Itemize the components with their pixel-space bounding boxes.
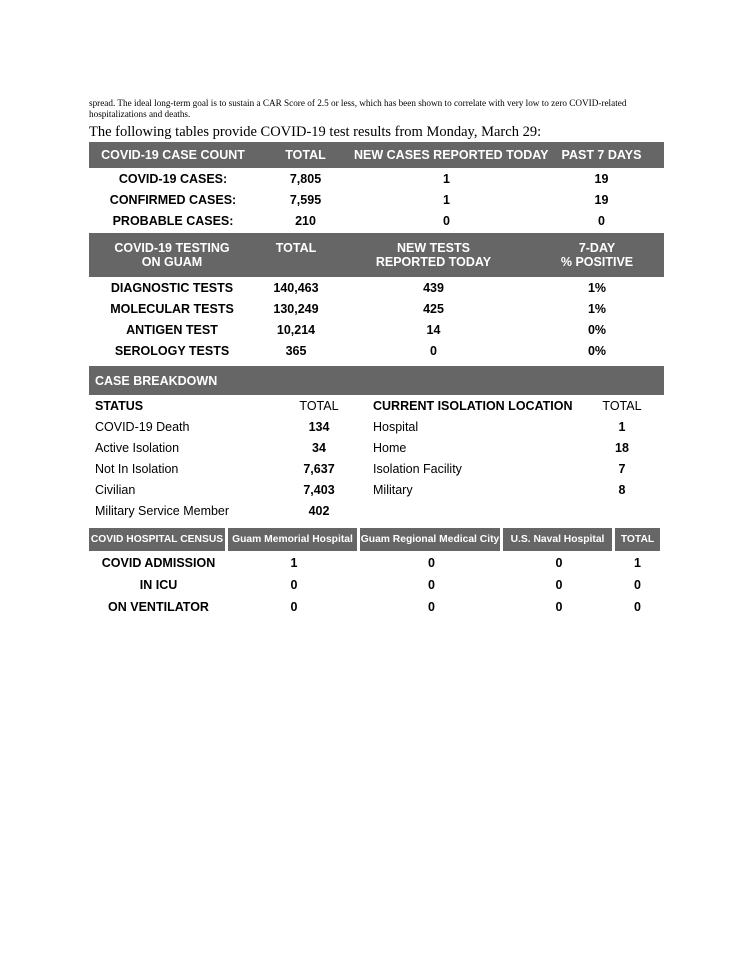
status-value: 34 [312, 441, 326, 455]
row-label: DIAGNOSTIC TESTS [110, 280, 234, 295]
table-cell: 0 [428, 555, 435, 570]
status-label: Civilian [95, 483, 136, 497]
header-line: REPORTED TODAY [375, 255, 492, 269]
table-cell: 14 [426, 322, 441, 337]
table-row [89, 277, 664, 298]
status-value: 7,637 [303, 462, 335, 476]
location-total-header: TOTAL [602, 399, 642, 413]
row-label: MOLECULAR TESTS [110, 301, 234, 316]
location-label: Hospital [373, 420, 419, 434]
table-cell: 425 [423, 301, 444, 316]
table-cell: 0 [290, 577, 298, 592]
table-cell: 19 [594, 171, 609, 186]
table-cell: 0 [555, 555, 563, 570]
location-value: 8 [618, 483, 626, 497]
table-cell: 1 [290, 555, 298, 570]
table-cell: 1% [587, 301, 607, 316]
header-line: 7-DAY [578, 241, 616, 255]
status-total-header: TOTAL [299, 399, 339, 413]
row-label: COVID ADMISSION [101, 555, 216, 570]
header-line: COVID-19 TESTING [114, 241, 230, 255]
location-value: 7 [618, 462, 626, 476]
table-cell: 0 [555, 599, 563, 614]
table-cell: 0 [443, 213, 450, 228]
status-value: 402 [308, 504, 330, 518]
table-cell: 0 [555, 577, 563, 592]
table-cell: 7,805 [289, 171, 322, 186]
table-cell: 1 [443, 171, 450, 186]
table-row [89, 340, 664, 361]
status-label: COVID-19 Death [95, 420, 190, 434]
table-row [89, 504, 664, 525]
table-cell: 365 [285, 343, 307, 358]
table-row [89, 596, 664, 617]
header-line: ON GUAM [141, 255, 203, 269]
location-value: 1 [618, 420, 626, 434]
row-label: ANTIGEN TEST [126, 322, 218, 337]
table-cell: 0% [587, 322, 607, 337]
testing-header [89, 233, 664, 277]
status-label: Military Service Member [95, 504, 230, 518]
row-label: COVID-19 CASES: [118, 171, 228, 186]
table-row [89, 462, 664, 483]
census-header [89, 528, 664, 551]
header-cell: TOTAL [615, 528, 660, 551]
header-cell [337, 241, 530, 269]
location-label: Military [373, 483, 413, 497]
header-cell: PAST 7 DAYS [561, 148, 642, 162]
table-row [89, 441, 664, 462]
case-breakdown-table [89, 366, 664, 520]
header-cell: U.S. Naval Hospital [503, 528, 615, 551]
table-cell: 0 [634, 599, 641, 614]
table-cell: 1 [634, 555, 641, 570]
row-label: IN ICU [139, 577, 178, 592]
table-cell: 7,595 [289, 192, 322, 207]
status-value: 7,403 [303, 483, 335, 497]
table-cell: 130,249 [273, 301, 319, 316]
tables-lead-sentence: The following tables provide COVID-19 test results from Monday, March 29: [89, 124, 542, 140]
header-cell: NEW CASES REPORTED TODAY [354, 148, 549, 162]
header-cell: COVID HOSPITAL CENSUS [89, 528, 228, 551]
table-cell: 1 [443, 192, 450, 207]
table-cell: 0 [634, 577, 641, 592]
table-row [89, 319, 664, 340]
case-count-table [89, 142, 664, 231]
header-cell: TOTAL [285, 148, 326, 162]
breakdown-header-row [89, 399, 664, 420]
table-row [89, 168, 664, 189]
table-cell: 1% [587, 280, 607, 295]
row-label: CONFIRMED CASES: [109, 192, 237, 207]
table-row [89, 420, 664, 441]
table-row [89, 210, 664, 231]
location-label: Home [373, 441, 407, 455]
table-cell: 0 [290, 599, 298, 614]
case-breakdown-grid [89, 395, 664, 520]
status-label: Active Isolation [95, 441, 180, 455]
location-value: 18 [615, 441, 629, 455]
header-cell: Guam Regional Medical City [360, 528, 503, 551]
table-cell: 0 [598, 213, 605, 228]
table-cell: 0 [428, 599, 435, 614]
table-cell: 0 [430, 343, 437, 358]
header-cell [530, 241, 664, 269]
table-row [89, 483, 664, 504]
table-cell: 19 [594, 192, 609, 207]
table-row [89, 298, 664, 319]
location-column-header: CURRENT ISOLATION LOCATION [373, 399, 573, 413]
table-cell: 0 [428, 577, 435, 592]
row-label: PROBABLE CASES: [112, 213, 234, 228]
case-breakdown-title: CASE BREAKDOWN [89, 366, 664, 395]
header-line: NEW TESTS [397, 241, 470, 255]
table-cell: 210 [295, 213, 316, 228]
header-cell: Guam Memorial Hospital [228, 528, 360, 551]
table-cell: 439 [423, 280, 444, 295]
table-row [89, 552, 664, 573]
testing-table [89, 233, 664, 361]
status-value: 134 [308, 420, 330, 434]
table-cell: 10,214 [276, 322, 316, 337]
location-label: Isolation Facility [373, 462, 462, 476]
intro-paragraph: spread. The ideal long-term goal is to sustain a CAR Score of 2.5 or less, which has been shown to correlate with very low to zero COVID-related hospitalizations and deaths. [89, 98, 627, 120]
case-count-header [89, 142, 664, 168]
table-cell: 140,463 [273, 280, 319, 295]
table-row [89, 189, 664, 210]
header-cell [255, 233, 337, 255]
header-cell [89, 241, 255, 269]
header-cell: COVID-19 CASE COUNT [101, 148, 245, 162]
row-label: ON VENTILATOR [108, 599, 209, 614]
header-line: % POSITIVE [560, 255, 634, 269]
hospital-census-table [89, 528, 664, 617]
status-column-header: STATUS [95, 399, 144, 413]
header-line: TOTAL [275, 241, 317, 255]
table-row [89, 574, 664, 595]
table-cell: 0% [587, 343, 607, 358]
status-label: Not In Isolation [95, 462, 179, 476]
row-label: SEROLOGY TESTS [114, 343, 230, 358]
